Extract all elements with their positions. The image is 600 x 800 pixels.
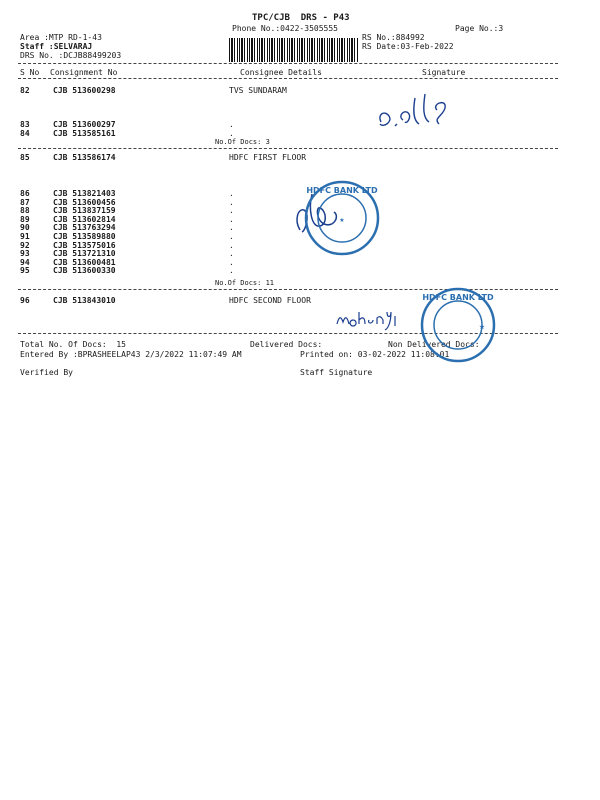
svg-text:★: ★ — [478, 323, 486, 331]
row-consignee: . — [229, 257, 234, 267]
table-row — [0, 129, 600, 138]
page-number: Page No.:3 — [455, 24, 504, 33]
row-sno: 83 — [20, 120, 30, 129]
row-consignment-no: CJB 513585161 — [53, 128, 116, 138]
row-consignment-no: CJB 513763294 — [53, 223, 116, 233]
row-consignment-no: CJB 513837159 — [53, 206, 116, 216]
row-sno: 90 — [20, 223, 30, 233]
non-delivered-docs: Non Delivered Docs: — [388, 340, 480, 349]
drs-number: DRS No. :DCJB88499203 — [20, 51, 122, 60]
row-consignment-no: CJB 513600298 — [53, 86, 116, 95]
divider — [18, 148, 558, 149]
table-row — [0, 266, 600, 275]
row-consignee: . — [229, 266, 234, 276]
row-consignment-no: CJB 513600297 — [53, 120, 116, 129]
row-consignee: HDFC SECOND FLOOR — [229, 296, 311, 305]
svg-text:★: ★ — [339, 217, 345, 224]
row-consignee: . — [229, 189, 234, 198]
verified-by: Verified By — [20, 368, 73, 377]
row-sno: 93 — [20, 249, 30, 259]
rs-number: RS No.:884992 — [362, 33, 425, 42]
row-consignment-no: CJB 513821403 — [53, 189, 116, 198]
row-sno: 94 — [20, 257, 30, 267]
row-sno: 91 — [20, 232, 30, 241]
row-sno: 96 — [20, 296, 30, 305]
row-sno: 92 — [20, 240, 30, 250]
signature-scribble-1 — [375, 90, 475, 130]
row-consignee: . — [229, 232, 234, 241]
total-docs: Total No. Of Docs: 15 — [20, 340, 126, 349]
delivered-docs: Delivered Docs: — [250, 340, 323, 349]
col-header-signature: Signature — [422, 68, 466, 77]
row-consignment-no: CJB 513600330 — [53, 266, 116, 276]
row-consignee: . — [229, 249, 234, 259]
stamp-text: HDFC BANK LTD — [422, 293, 494, 302]
row-consignment-no: CJB 513600456 — [53, 197, 116, 207]
row-consignee: . — [229, 214, 234, 224]
stamp-text: HDFC BANK LTD — [306, 186, 378, 195]
printed-on: Printed on: 03-02-2022 11:08:01 — [300, 350, 450, 359]
row-consignment-no: CJB 513602814 — [53, 214, 116, 224]
row-sno: 89 — [20, 214, 30, 224]
docs-count: No.Of Docs: 11 — [215, 279, 275, 287]
phone-number: Phone No.:0422-3505555 — [232, 24, 338, 33]
row-consignee: . — [229, 197, 234, 207]
row-sno: 84 — [20, 128, 30, 138]
row-sno: 85 — [20, 153, 30, 162]
row-consignee: . — [229, 206, 234, 216]
signature-mohanraj — [335, 302, 405, 332]
bank-stamp-icon — [418, 285, 498, 365]
row-consignee: . — [229, 128, 234, 138]
row-consignee: . — [229, 120, 234, 129]
table-row — [0, 86, 600, 95]
rs-date: RS Date:03-Feb-2022 — [362, 42, 454, 51]
row-consignment-no: CJB 513575016 — [53, 240, 116, 250]
bank-stamp-icon — [302, 178, 382, 258]
row-consignment-no: CJB 513843010 — [53, 296, 116, 305]
row-consignee: . — [229, 240, 234, 250]
col-header-sno: S No — [20, 68, 40, 77]
col-header-consignee: Consignee Details — [240, 68, 322, 77]
row-sno: 82 — [20, 86, 30, 95]
row-consignee: HDFC FIRST FLOOR — [229, 153, 307, 162]
col-header-consignment: Consignment No — [50, 68, 118, 77]
table-row — [0, 153, 600, 162]
row-sno: 95 — [20, 266, 30, 276]
row-consignment-no: CJB 513721310 — [53, 249, 116, 259]
row-consignee: TVS SUNDARAM — [229, 86, 287, 95]
row-consignment-no: CJB 513600481 — [53, 257, 116, 267]
docs-count: No.Of Docs: 3 — [215, 138, 270, 146]
row-consignee: . — [229, 223, 234, 233]
barcode — [229, 38, 359, 62]
document-title: TPC/CJB DRS - P43 — [252, 13, 350, 23]
row-sno: 87 — [20, 197, 30, 207]
row-consignment-no: CJB 513586174 — [53, 153, 116, 162]
area-field: Area :MTP RD-1-43 — [20, 33, 102, 42]
staff-signature: Staff Signature — [300, 368, 373, 377]
divider — [18, 78, 558, 79]
row-sno: 88 — [20, 206, 30, 216]
entered-by: Entered By :BPRASHEELAP43 2/3/2022 11:07:49 AM — [20, 350, 242, 359]
staff-field: Staff :SELVARAJ — [20, 42, 93, 51]
divider — [18, 63, 558, 64]
table-row — [0, 296, 600, 305]
row-sno: 86 — [20, 189, 30, 198]
row-consignment-no: CJB 513589880 — [53, 232, 116, 241]
